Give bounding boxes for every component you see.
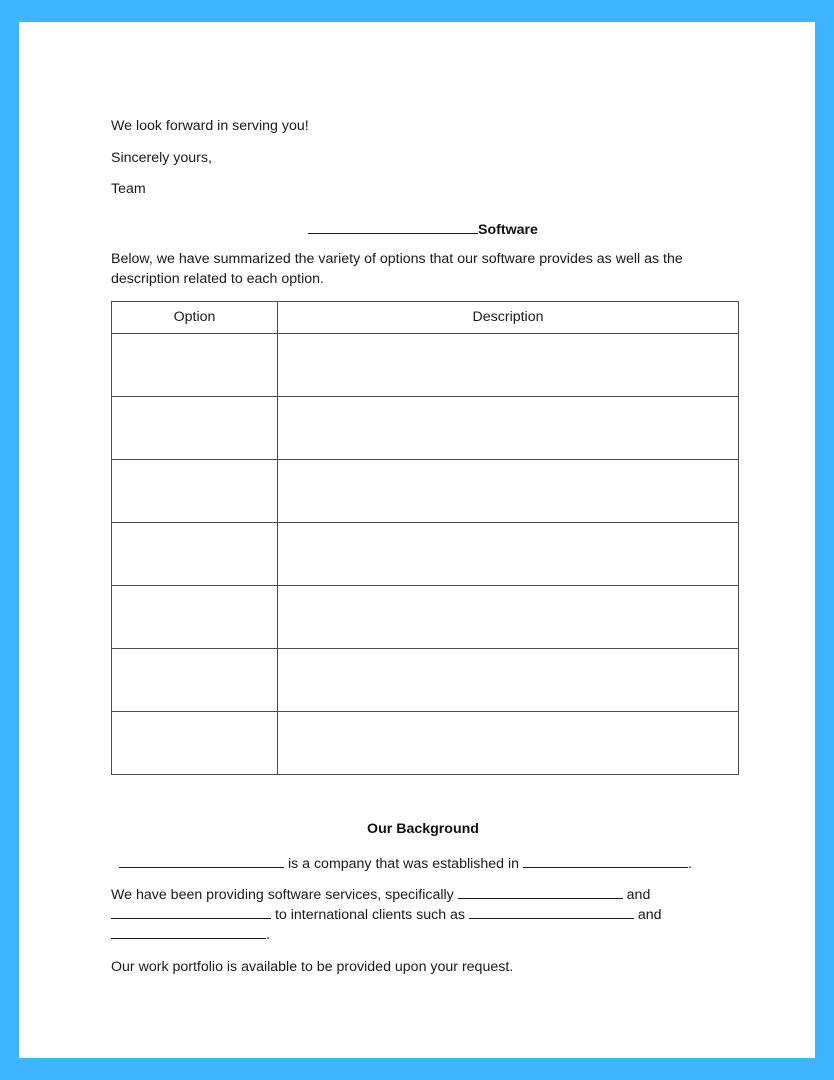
company-name-blank[interactable]	[119, 867, 284, 868]
cell-option[interactable]	[112, 585, 278, 648]
cell-description[interactable]	[278, 648, 739, 711]
table-header-row	[112, 301, 739, 333]
document-page	[19, 22, 815, 1058]
cell-option[interactable]	[112, 333, 278, 396]
table-row	[112, 585, 739, 648]
software-title-label: Software	[478, 221, 538, 238]
background-company-line	[111, 854, 735, 874]
cell-description[interactable]	[278, 522, 739, 585]
company-line-text-1: is a company that was established in	[284, 855, 523, 872]
cell-description[interactable]	[278, 585, 739, 648]
cell-option[interactable]	[112, 648, 278, 711]
software-title-line	[111, 220, 735, 240]
client-1-blank[interactable]	[469, 918, 634, 919]
service-type-2-blank[interactable]	[111, 918, 271, 919]
closing-line-1: We look forward in serving you!	[111, 118, 309, 134]
cell-description[interactable]	[278, 396, 739, 459]
spacer-after-software-title	[111, 240, 735, 249]
table-row	[112, 396, 739, 459]
services-text-5: .	[266, 927, 270, 943]
software-intro-paragraph: Below, we have summarized the variety of options that our software provides as well as the description related to each option.	[111, 250, 683, 287]
column-header-description: Description	[278, 301, 739, 333]
background-section	[111, 819, 735, 977]
services-text-1: We have been providing software services, specifically	[111, 887, 458, 903]
background-services-paragraph	[111, 885, 735, 945]
cell-option[interactable]	[112, 396, 278, 459]
options-table-wrap	[111, 301, 735, 775]
cell-option[interactable]	[112, 459, 278, 522]
services-text-4: and	[633, 907, 662, 923]
client-2-blank[interactable]	[111, 938, 266, 939]
table-row	[112, 459, 739, 522]
services-text-2: and	[622, 887, 651, 903]
company-line-text-2: .	[687, 855, 692, 872]
software-name-blank[interactable]	[308, 233, 478, 234]
table-row	[112, 711, 739, 774]
document-content	[111, 116, 735, 988]
service-type-1-blank[interactable]	[458, 898, 623, 899]
table-row	[112, 522, 739, 585]
options-table-head	[112, 301, 739, 333]
closing-line-2: Sincerely yours,	[111, 149, 212, 166]
table-row	[112, 648, 739, 711]
spacer-before-software-title	[111, 211, 735, 220]
services-text-3: to international clients such as	[271, 907, 469, 923]
spacer-after-background-heading	[111, 839, 735, 854]
cell-description[interactable]	[278, 459, 739, 522]
background-heading: Our Background	[367, 820, 479, 837]
cell-description[interactable]	[278, 711, 739, 774]
cell-option[interactable]	[112, 711, 278, 774]
established-year-blank[interactable]	[523, 867, 688, 868]
column-header-option: Option	[112, 301, 278, 333]
options-table	[111, 301, 739, 775]
table-row	[112, 333, 739, 396]
cell-description[interactable]	[278, 333, 739, 396]
background-closing-line: Our work portfolio is available to be provided upon your request.	[111, 958, 514, 975]
options-table-body	[112, 333, 739, 774]
cell-option[interactable]	[112, 522, 278, 585]
closing-line-3: Team	[111, 181, 146, 197]
